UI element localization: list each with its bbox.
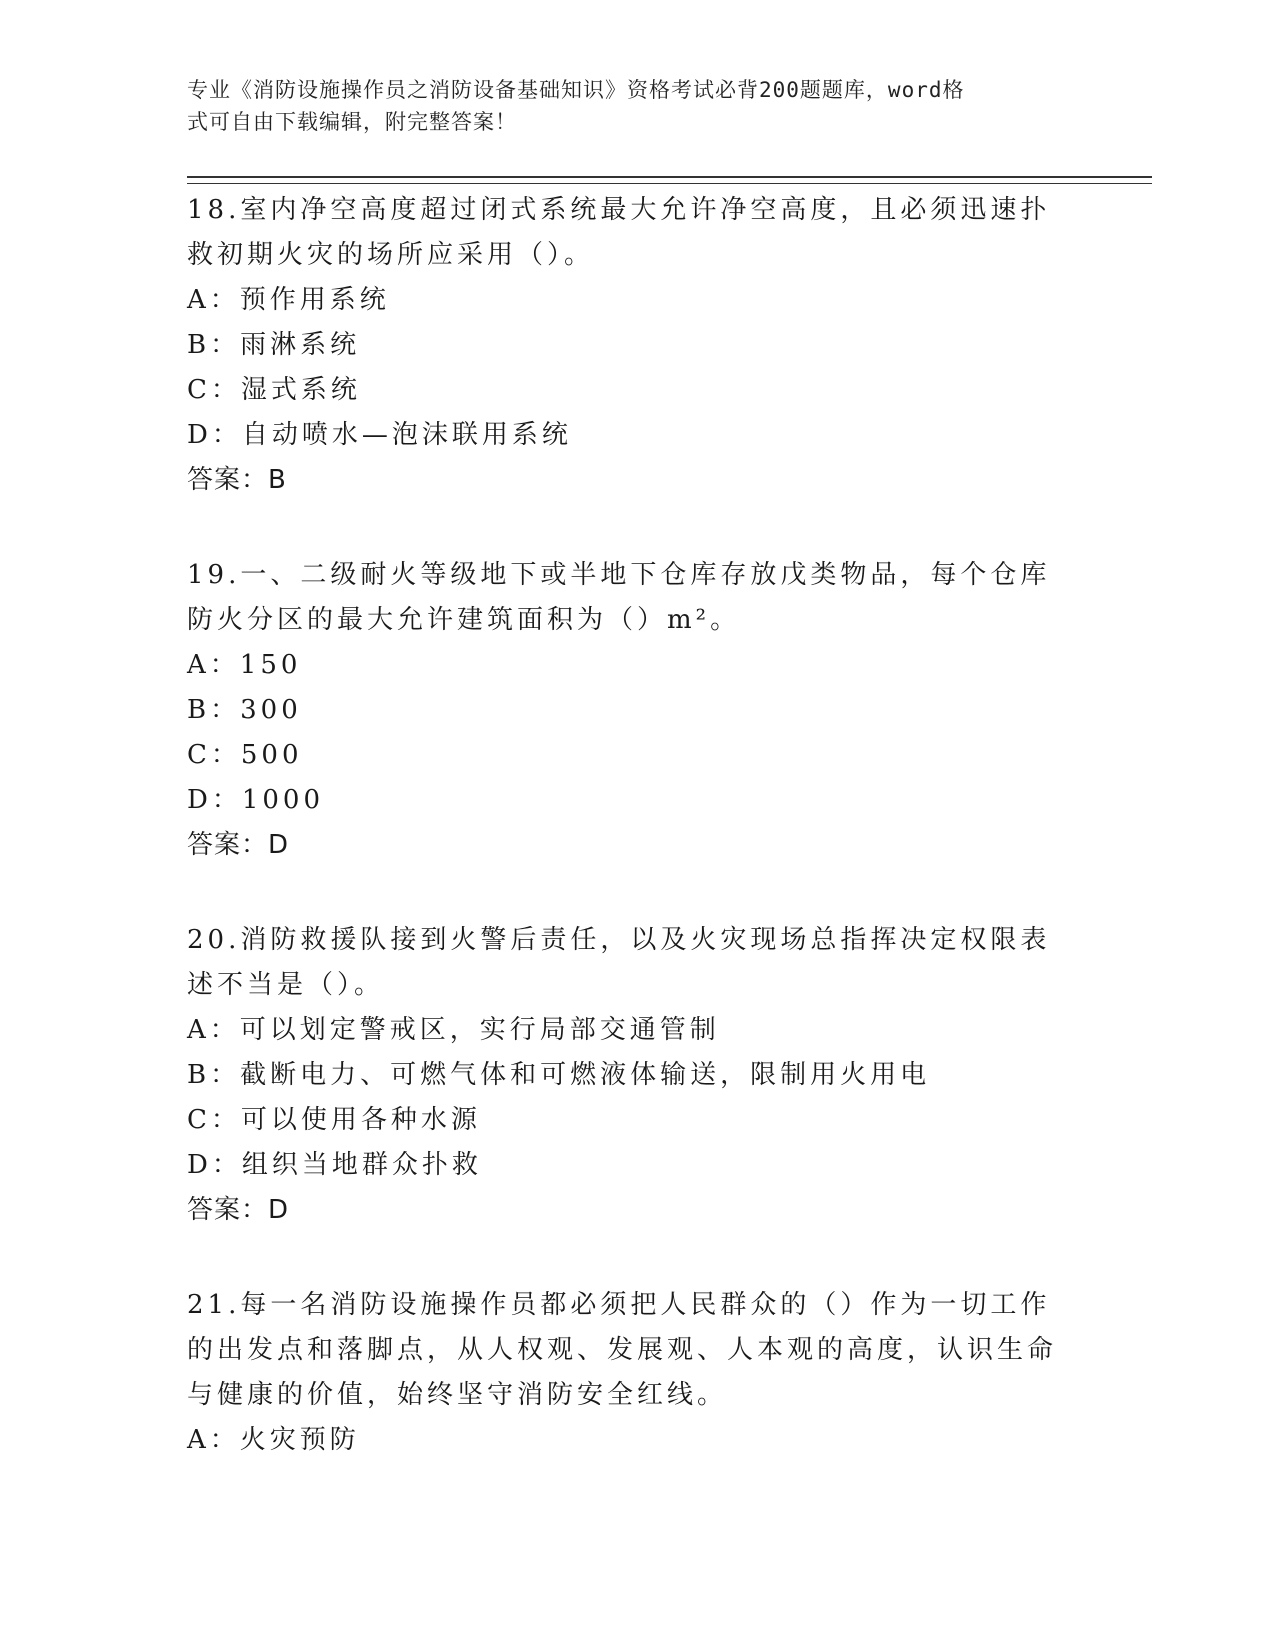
answer-label: 答案：D	[187, 1195, 290, 1225]
question-18	[187, 188, 1067, 503]
question-19	[187, 553, 1067, 868]
option-b: B：300	[187, 695, 302, 725]
question-text: 18.室内净空高度超过闭式系统最大允许净空高度，且必须迅速扑救初期火灾的场所应采用（）。	[187, 195, 1051, 270]
option-d: D：组织当地群众扑救	[187, 1150, 482, 1180]
question-list	[187, 188, 1067, 1513]
option-a: A：150	[187, 650, 302, 680]
option-a: A：预作用系统	[187, 285, 390, 315]
header-line-1: 专业《消防设施操作员之消防设备基础知识》资格考试必背200题题库，word格	[187, 78, 965, 102]
header-divider-thin	[187, 183, 1152, 184]
question-text: 21.每一名消防设施操作员都必须把人民群众的（）作为一切工作的出发点和落脚点，从人权观、发展观、人本观的高度，认识生命与健康的价值，始终坚守消防安全红线。	[187, 1290, 1058, 1410]
option-b: B：截断电力、可燃气体和可燃液体输送，限制用火用电	[187, 1060, 931, 1090]
header-divider-thick	[187, 176, 1152, 178]
answer-label: 答案：D	[187, 830, 290, 860]
document-header	[187, 74, 1067, 138]
option-a: A：火灾预防	[187, 1425, 360, 1455]
option-b: B：雨淋系统	[187, 330, 361, 360]
option-d: D：1000	[187, 785, 325, 815]
answer-label: 答案：B	[187, 465, 287, 495]
question-20	[187, 918, 1067, 1233]
option-c: C：500	[187, 740, 303, 770]
option-c: C：湿式系统	[187, 375, 361, 405]
option-d: D：自动喷水—泡沫联用系统	[187, 420, 572, 450]
header-line-2: 式可自由下载编辑，附完整答案！	[187, 110, 517, 134]
question-text: 20.消防救援队接到火警后责任，以及火灾现场总指挥决定权限表述不当是（）。	[187, 925, 1051, 1000]
question-text: 19.一、二级耐火等级地下或半地下仓库存放戊类物品，每个仓库防火分区的最大允许建筑面积为（）m²。	[187, 560, 1051, 635]
question-21	[187, 1283, 1067, 1463]
option-a: A：可以划定警戒区，实行局部交通管制	[187, 1015, 720, 1045]
option-c: C：可以使用各种水源	[187, 1105, 481, 1135]
